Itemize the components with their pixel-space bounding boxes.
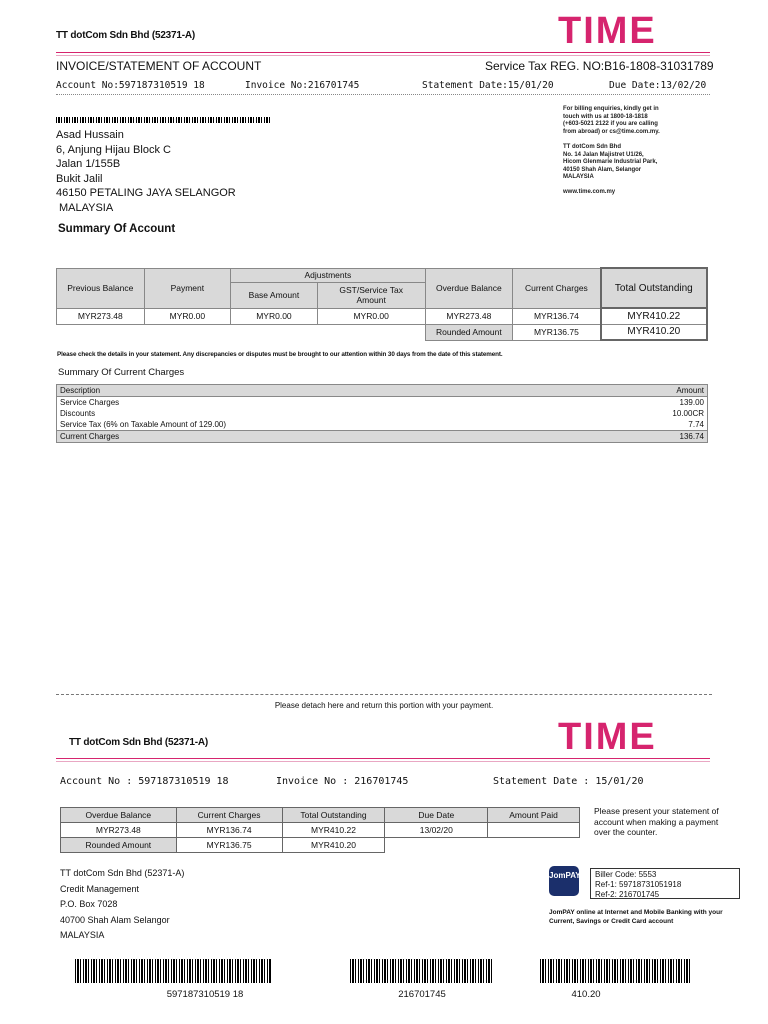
ref-1: Ref-1: 59718731051918: [595, 880, 682, 889]
rounded-amount-label: Rounded Amount: [425, 324, 513, 340]
remittance-address: [60, 866, 184, 944]
enquiry-block: [563, 106, 713, 196]
account-no: Account No:597187310519 18: [56, 80, 205, 91]
value-payment: MYR0.00: [144, 308, 231, 324]
remit-line: Credit Management: [60, 883, 140, 894]
header-base-amount: Base Amount: [231, 282, 318, 308]
charge-amount: 10.00CR: [672, 409, 704, 418]
slip-header-due-date: Due Date: [385, 808, 488, 823]
detach-instruction: Please detach here and return this portion with your payment.: [274, 701, 494, 710]
company-address: 40150 Shah Alam, Selangor: [563, 166, 642, 173]
slip-value-overdue: MYR273.48: [61, 823, 177, 838]
header-previous-balance: Previous Balance: [57, 268, 145, 308]
amount-paid-field[interactable]: [488, 823, 580, 838]
customer-name: Asad Hussain: [56, 129, 124, 141]
slip-company-name: TT dotCom Sdn Bhd (52371-A): [69, 737, 209, 748]
enquiry-text: (+603-5021 2122 if you are calling: [563, 121, 658, 127]
barcode-amount-label: 410.20: [571, 989, 601, 1000]
slip-value-due-date: 13/02/20: [385, 823, 488, 838]
biller-code: Biller Code: 5553: [595, 870, 657, 879]
remit-line: TT dotCom Sdn Bhd (52371-A): [60, 868, 185, 878]
enquiry-text: from abroad) or cs@time.com.my.: [563, 128, 660, 135]
company-address: Hicom Glenmarie Industrial Park,: [563, 159, 658, 165]
header-gst-amount: GST/Service Tax Amount: [317, 282, 425, 308]
jompay-note: [549, 908, 723, 926]
address-line: Jalan 1/155B: [56, 158, 121, 170]
charges-total-amount: 136.74: [590, 431, 708, 443]
present-statement-note: Please present your statement of account when making a payment over the counter.: [594, 806, 719, 837]
barcode-invoice-label: 216701745: [398, 989, 446, 1000]
header-overdue-balance: Overdue Balance: [425, 268, 513, 308]
ref-2: Ref-2: 216701745: [595, 890, 660, 899]
company-address: MALAYSIA: [563, 174, 594, 180]
charges-header-description: Description: [57, 385, 590, 397]
barcode-amount: [540, 959, 690, 983]
slip-statement-date: Statement Date : 15/01/20: [493, 776, 644, 787]
slip-value-current: MYR136.74: [176, 823, 282, 838]
jompay-note-line: Current, Savings or Credit Card account: [549, 918, 674, 925]
slip-rule: [56, 758, 710, 759]
header-payment: Payment: [144, 268, 231, 308]
due-date: Due Date:13/02/20: [609, 80, 707, 91]
enquiry-text: touch with us at 1800-18-1818: [563, 113, 648, 120]
jompay-logo: JomPAY: [549, 866, 579, 896]
slip-rounded-total: MYR410.20: [282, 838, 385, 853]
value-total-outstanding: MYR410.22: [601, 308, 707, 324]
summary-title: Summary Of Account: [58, 223, 176, 235]
company-name: TT dotCom Sdn Bhd (52371-A): [56, 30, 196, 41]
value-rounded-current: MYR136.75: [513, 324, 601, 340]
statement-date: Statement Date:15/01/20: [422, 80, 554, 91]
company-address: No. 14 Jalan Majistret U1/26,: [563, 151, 644, 158]
address-line: MALAYSIA: [59, 201, 114, 214]
slip-rule-secondary: [56, 761, 710, 762]
charge-amount: 139.00: [679, 398, 704, 407]
header-adjustments: Adjustments: [231, 268, 425, 282]
slip-header-overdue: Overdue Balance: [61, 808, 177, 823]
value-gst-amount: MYR0.00: [317, 308, 425, 324]
biller-info-box: [590, 868, 740, 899]
service-tax-reg: Service Tax REG. NO:B16-1808-31031789: [485, 59, 714, 73]
slip-time-logo: TIME: [558, 716, 657, 758]
header-total-outstanding: Total Outstanding: [601, 268, 707, 308]
header-rule-secondary: [56, 55, 710, 56]
remit-line: P.O. Box 7028: [60, 899, 118, 909]
header-rule: [56, 52, 710, 53]
jompay-note-line: JomPAY online at Internet and Mobile Banking with your: [549, 909, 723, 916]
current-charges-table: [56, 384, 708, 443]
charge-description: Discounts: [60, 409, 96, 418]
charges-title: Summary Of Current Charges: [58, 367, 185, 378]
slip-header-current: Current Charges: [176, 808, 282, 823]
remit-line: MALAYSIA: [60, 930, 105, 940]
charge-description: Service Tax (6% on Taxable Amount of 129.00): [60, 420, 227, 429]
address-line: 46150 PETALING JAYA SELANGOR: [56, 187, 236, 199]
value-base-amount: MYR0.00: [231, 308, 318, 324]
barcode-invoice: [350, 959, 494, 983]
company-address: TT dotCom Sdn Bhd: [563, 144, 621, 150]
enquiry-text: For billing enquiries, kindly get in: [563, 106, 659, 112]
account-summary-table: [56, 267, 708, 341]
slip-invoice-no: Invoice No : 216701745: [276, 776, 409, 787]
doc-title: INVOICE/STATEMENT OF ACCOUNT: [56, 59, 262, 73]
address-line: Bukit Jalil: [56, 172, 103, 185]
address-barcode: [56, 117, 271, 123]
invoice-no: Invoice No:216701745: [245, 80, 360, 91]
value-previous-balance: MYR273.48: [57, 308, 145, 324]
address-line: 6, Anjung Hijau Block C: [56, 143, 171, 156]
value-overdue-balance: MYR273.48: [425, 308, 513, 324]
value-current-charges: MYR136.74: [513, 308, 601, 324]
barcode-account-label: 597187310519 18: [166, 989, 244, 1000]
slip-value-total: MYR410.22: [282, 823, 385, 838]
detach-line: [56, 694, 712, 695]
barcode-account: [75, 959, 271, 983]
remit-line: 40700 Shah Alam Selangor: [60, 914, 170, 925]
charges-header-amount: Amount: [590, 385, 708, 397]
header-dotted-rule: [56, 94, 710, 95]
charges-total-label: Current Charges: [57, 431, 590, 443]
charge-amount: 7.74: [688, 420, 704, 429]
slip-summary-table: [60, 807, 580, 853]
address-block: [56, 128, 236, 215]
slip-rounded-current: MYR136.75: [176, 838, 282, 853]
slip-rounded-label: Rounded Amount: [61, 838, 177, 853]
charge-description: Service Charges: [60, 398, 120, 407]
slip-account-no: Account No : 597187310519 18: [60, 776, 229, 787]
time-logo: TIME: [558, 10, 657, 52]
dispute-notice: Please check the details in your statement. Any discrepancies or disputes must be brought to our attention within 30 days from the date of this statement.: [57, 351, 503, 358]
slip-header-amount-paid: Amount Paid: [488, 808, 580, 823]
slip-header-total: Total Outstanding: [282, 808, 385, 823]
website: www.time.com.my: [563, 188, 616, 195]
header-current-charges: Current Charges: [513, 268, 601, 308]
value-rounded-total: MYR410.20: [601, 324, 707, 340]
